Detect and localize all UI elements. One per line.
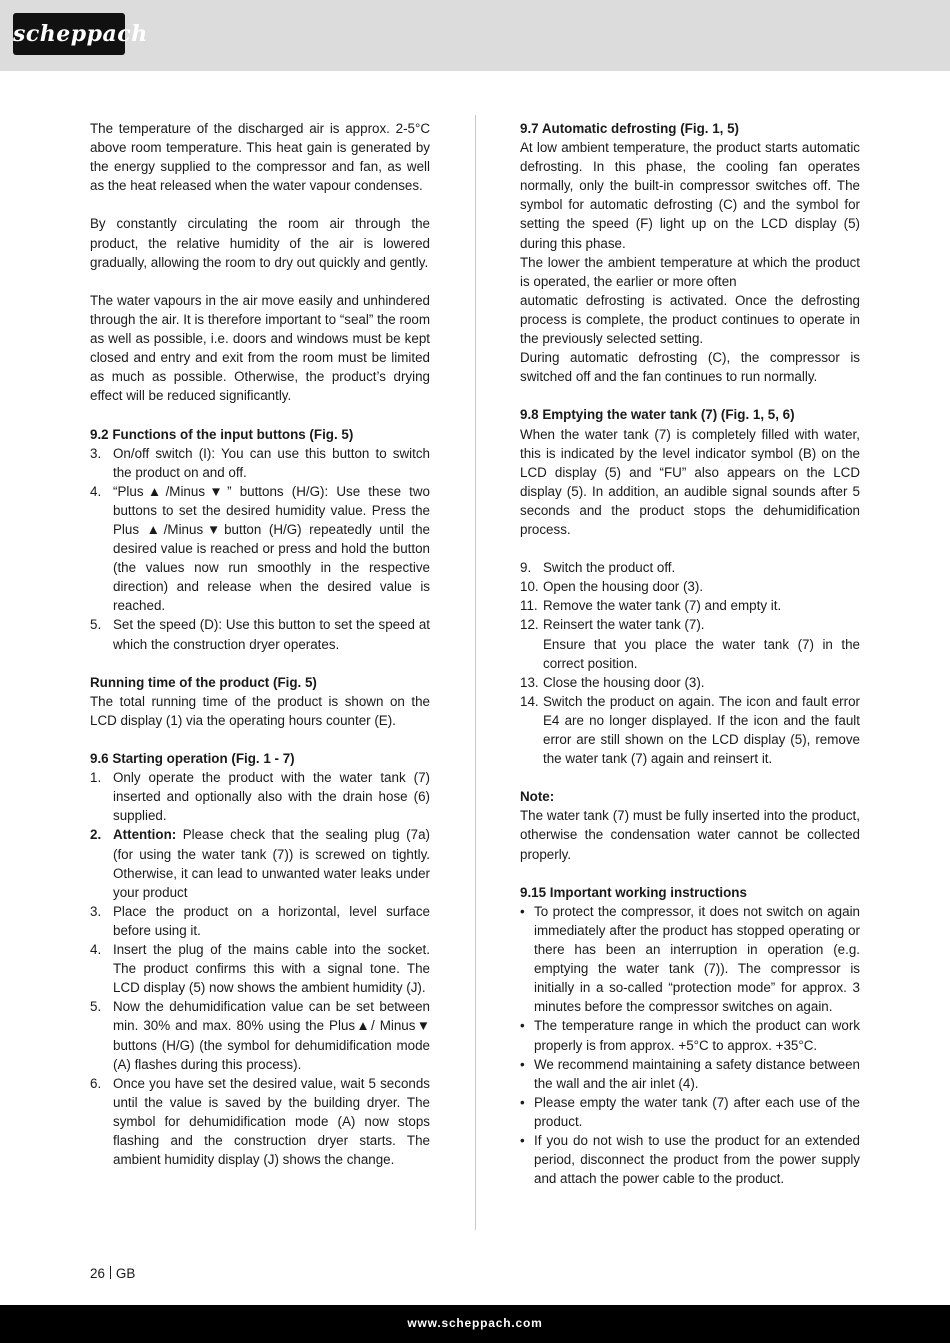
bullet-icon: • — [520, 1094, 525, 1110]
paragraph: The temperature of the discharged air is approx. 2-5°C above room temperature. This heat gain is generated by the energy supplied to the compressor and fan, as well as the heat released when the water vapour condenses. — [90, 121, 430, 194]
paragraph: By constantly circulating the room air through the product, the relative humidity of the air is lowered gradually, allowing the room to dry out quickly and gently. — [90, 216, 430, 270]
list-text: We recommend maintaining a safety distance between the wall and the air inlet (4). — [534, 1056, 860, 1091]
section-heading-9-15: 9.15 Important working instructions — [520, 884, 747, 900]
bullet-icon: • — [520, 903, 525, 919]
list-number: 12. — [520, 617, 539, 633]
paragraph: automatic defrosting is activated. Once the defrosting process is complete, the product continues to operate in the previously selected setting. — [520, 292, 860, 347]
paragraph: When the water tank (7) is completely filled with water, this is indicated by the level indicator symbol (B) on the LCD display (5) and “FU” also appears on the LCD display (5). In addition, an audible signal sounds after 5 seconds and the product stops the dehumidification process. — [520, 426, 860, 537]
list-text: Insert the plug of the mains cable into the socket. The product confirms this with a signal tone. The LCD display (5) now shows the ambient humidity (J). — [113, 942, 430, 996]
list-text: Once you have set the desired value, wait 5 seconds until the value is saved by the building dryer. The symbol for dehumidification mode (A) now stops flashing and the construction dryer starts. The ambient humidity display (J) shows the change. — [113, 1075, 430, 1168]
list-item — [520, 558, 860, 577]
paragraph: The water tank (7) must be fully inserted into the product, otherwise the condensation water cannot be collected properly. — [520, 808, 860, 862]
paragraph: During automatic defrosting (C), the compressor is switched off and the fan continues to run normally. — [520, 350, 860, 385]
section-heading-9-2: 9.2 Functions of the input buttons (Fig. 5) — [90, 426, 354, 442]
list-item — [90, 825, 430, 901]
list-text: Switch the product off. — [543, 560, 676, 576]
website-link[interactable]: www.scheppach.com — [407, 1316, 543, 1330]
list-text: Reinsert the water tank (7). — [543, 617, 705, 633]
list-item — [90, 1074, 430, 1169]
left-column — [90, 119, 430, 1169]
page-language: GB — [115, 1266, 136, 1281]
list-number: 4. — [90, 942, 102, 958]
list-text: Now the dehumidification value can be set between min. 30% and max. 80% using the Plus▲/ Minus▼ buttons (H/G) (the symbol for dehumidification mode (A) flashes during this process). — [113, 999, 430, 1072]
list-text: “Plus▲/Minus▼” buttons (H/G): Use these two buttons to set the desired humidity value. Press the Plus ▲/Minus▼button (H/G) repeatedly until the desired value is reached or press and hold the button (the values now run smoothly in the respective direction) and release when the desired value is reached. — [113, 483, 430, 614]
bullet-item — [520, 1131, 860, 1188]
right-column — [520, 119, 860, 1188]
section-heading-9-7: 9.7 Automatic defrosting (Fig. 1, 5) — [520, 121, 739, 136]
list-number: 6. — [90, 1075, 102, 1091]
page-separator — [110, 1266, 111, 1279]
list-number: 3. — [90, 903, 102, 919]
brand-logo: scheppach — [13, 13, 125, 55]
page-number-value: 26 — [90, 1266, 105, 1281]
list-number: 1. — [90, 770, 102, 786]
section-heading-9-6: 9.6 Starting operation (Fig. 1 - 7) — [90, 751, 295, 767]
list-item — [520, 615, 860, 634]
bullet-item — [520, 1055, 860, 1093]
paragraph: At low ambient temperature, the product starts automatic defrosting. In this phase, the cooling fan operates normally, only the built-in compressor switches off. The symbol for automatic defrosting (C) and the symbol for setting the speed (F) light up on the LCD display (5) during this phase. — [520, 140, 860, 251]
list-number: 5. — [90, 999, 102, 1015]
bullet-icon: • — [520, 1018, 525, 1034]
note-heading: Note: — [520, 789, 555, 805]
list-item — [90, 768, 430, 825]
list-item — [90, 997, 430, 1073]
list-number: 10. — [520, 579, 539, 595]
list-item — [90, 940, 430, 997]
section-heading-9-8: 9.8 Emptying the water tank (7) (Fig. 1, 5, 6) — [520, 407, 795, 423]
paragraph: The lower the ambient temperature at which the product is operated, the earlier or more often — [520, 254, 860, 289]
bullet-item — [520, 1093, 860, 1131]
page-number — [90, 1264, 135, 1283]
list-number: 3. — [90, 445, 102, 461]
list-text: Place the product on a horizontal, level surface before using it. — [113, 903, 430, 938]
list-number: 9. — [520, 560, 532, 576]
list-text: Please check that the sealing plug (7a) (for using the water tank (7)) is screwed on tightly. Otherwise, it can lead to unwanted water leaks under your product — [113, 827, 430, 900]
list-text: To protect the compressor, it does not switch on again immediately after the product has stopped operating or there has been an interruption in operation (e.g. emptying the water tank (7)). The compressor is initially in a so-called “protection mode” for approx. 3 minutes before the compressor switches on again. — [534, 903, 860, 1015]
list-number: 11. — [520, 598, 538, 614]
paragraph: The total running time of the product is shown on the LCD display (1) via the operating hours counter (E). — [90, 693, 430, 728]
bullet-item — [520, 902, 860, 1017]
list-item — [90, 615, 430, 653]
starting-operation-list — [90, 768, 430, 1169]
list-item — [90, 902, 430, 940]
list-item — [520, 577, 860, 596]
list-item — [520, 635, 860, 673]
section-heading-running-time: Running time of the product (Fig. 5) — [90, 674, 317, 690]
list-text: Switch the product on again. The icon and fault error E4 are no longer displayed. If the icon and the fault error are still shown on the LCD display (5), remove the water tank (7) again and reinsert it. — [543, 693, 860, 767]
list-text: Open the housing door (3). — [543, 579, 704, 595]
list-item — [520, 596, 860, 615]
list-text: On/off switch (I): You can use this button to switch the product on and off. — [113, 445, 430, 480]
attention-label: Attention: — [113, 827, 177, 843]
list-text: If you do not wish to use the product for an extended period, disconnect the product from the power supply and attach the power cable to the product. — [534, 1132, 860, 1187]
bullet-icon: • — [520, 1132, 525, 1148]
list-text: Only operate the product with the water tank (7) inserted and optionally also with the drain hose (6) supplied. — [113, 770, 430, 824]
list-text: Close the housing door (3). — [543, 674, 705, 690]
list-number: 13. — [520, 674, 539, 690]
bullet-icon: • — [520, 1056, 525, 1072]
header-bar — [0, 0, 950, 71]
column-divider — [475, 115, 476, 1230]
list-text: Remove the water tank (7) and empty it. — [543, 598, 782, 614]
list-text: Ensure that you place the water tank (7) in the correct position. — [543, 636, 860, 671]
list-item — [90, 482, 430, 616]
input-buttons-list — [90, 444, 430, 654]
list-number: 5. — [90, 617, 102, 633]
emptying-steps-list — [520, 558, 860, 768]
list-number: 4. — [90, 483, 102, 499]
bullet-item — [520, 1016, 860, 1054]
paragraph: The water vapours in the air move easily and unhindered through the air. It is therefore important to “seal” the room as well as possible, i.e. doors and windows must be kept closed and entry and exit from the room must be limited as much as possible. Otherwise, the product’s drying effect will be reduced significantly. — [90, 292, 430, 404]
working-instructions-list — [520, 902, 860, 1188]
list-text: Please empty the water tank (7) after each use of the product. — [534, 1094, 860, 1129]
list-text: The temperature range in which the product can work properly is from approx. +5°C to approx. +35°C. — [534, 1018, 860, 1053]
list-item — [520, 692, 860, 768]
list-item — [90, 444, 430, 482]
list-number: 2. — [90, 827, 102, 843]
list-number: 14. — [520, 693, 539, 709]
footer-bar — [0, 1305, 950, 1343]
list-text: Set the speed (D): Use this button to set the speed at which the construction dryer operates. — [113, 617, 430, 652]
list-item — [520, 673, 860, 692]
